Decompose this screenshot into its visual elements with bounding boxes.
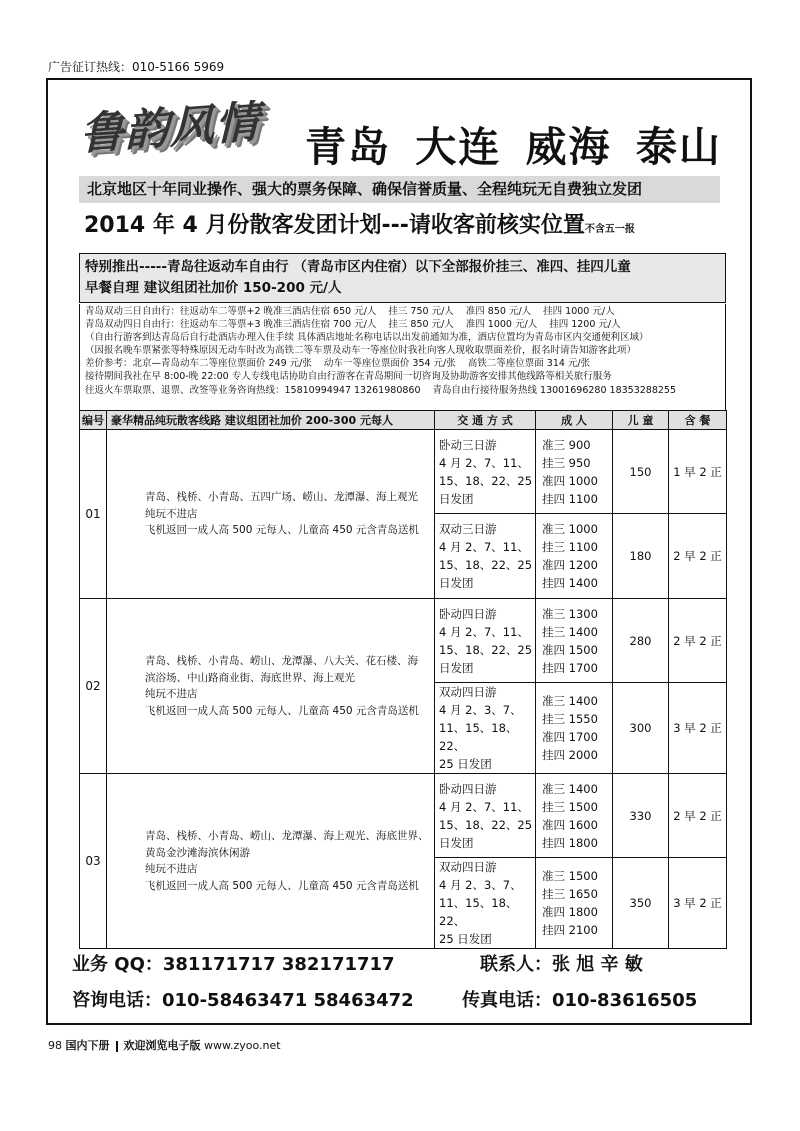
route-line: 黄岛金沙滩海滨休闲游 [145,846,250,859]
tour-table [79,410,727,949]
adult-price: 挂三 1650 [542,887,598,901]
child-price: 150 [613,430,669,514]
adult-price: 挂四 2000 [542,748,598,762]
route-line: 飞机返回一成人高 500 元每人、儿童高 450 元含青岛送机 [145,524,419,537]
transport-line: 双动三日游 [439,522,497,536]
note-line [85,318,720,331]
adult-price: 准三 900 [542,437,591,452]
note-item: 挂四 1000 元/人 [543,306,615,317]
adult-price: 挂三 1400 [542,624,598,639]
note-item: （自由行游客到达青岛后自行赴酒店办理入住手续 具体酒店地址名称电话以出发前通知为准，酒店位置均为青岛市区内交通便利区域） [85,332,649,344]
transport-cell [435,858,536,949]
transport-line: 15、18、22、25 [439,642,533,657]
note-item: 高铁二等座位票面 314 元/张 [467,358,591,370]
column-header: 交 通 方 式 [435,411,536,430]
transport-line: 双动四日游 [439,860,497,874]
adult-price: 挂四 2100 [542,923,598,937]
transport-cell [435,514,536,599]
plan-note: 不含五一报 [584,224,635,235]
special-line-2: 早餐自理 建议组团社加价 150-200 元/人 [85,280,342,296]
section-name: 国内下册 [65,1039,110,1052]
note-item: 挂四 1200 元/人 [549,319,621,331]
note-item: 青岛双动三日自由行：往返动车二等票+2 晚准三酒店住宿 650 元/人 [85,306,377,317]
meals-included: 2 早 2 正 [669,774,727,858]
adult-price: 挂三 1500 [542,799,598,814]
note-line [85,305,720,318]
column-header: 含 餐 [669,411,727,430]
transport-line: 15、18、22、25 [439,817,533,832]
table-row [80,774,727,858]
route-description [107,774,435,949]
note-item: 准四 850 元/人 [465,306,532,317]
child-price: 330 [613,774,669,858]
consult-phone: 咨询电话：010-58463471 58463472 [72,990,414,1011]
plan-title: 2014 年 4 月份散客发团计划---请收客前核实位置不含五一报 [84,213,635,238]
transport-line: 4 月 2、7、11、 [439,540,529,554]
adult-price: 准四 1800 [542,905,598,919]
destinations-title: 青岛 大连 威海 泰山 [305,123,722,171]
adult-price-cell [536,774,613,858]
footer-url: www.zyoo.net [204,1039,281,1052]
transport-line: 日发团 [439,491,474,506]
transport-cell [435,683,536,774]
route-line: 纯玩不进店 [145,863,198,875]
note-line [85,357,720,370]
adult-price: 准三 1400 [542,781,598,796]
meals-included: 3 早 2 正 [669,683,727,774]
adult-price-cell [536,683,613,774]
adult-price-cell [536,599,613,683]
child-price: 300 [613,683,669,774]
route-line: 滨浴场、中山路商业街、海底世界、海上观光 [145,671,355,684]
column-header: 编号 [80,411,107,430]
transport-line: 25 日发团 [439,932,492,946]
page-footer [48,1037,281,1053]
adult-price: 挂四 1800 [542,835,598,850]
note-item: 挂三 750 元/人 [388,306,454,317]
transport-line: 15、18、22、25 [439,473,533,488]
adult-price: 挂三 1100 [542,540,598,554]
note-item: 准四 1000 元/人 [465,319,538,331]
note-item: 差价参考：北京—青岛动车二等座位票面价 249 元/张 [85,358,312,370]
note-item: 挂三 850 元/人 [388,319,454,331]
footer-text: 欢迎浏览电子版 [123,1039,201,1052]
adult-price-cell [536,430,613,514]
note-item: 青岛自由行接待服务热线 13001696280 18353288255 [432,384,677,396]
special-line-1: 特别推出-----青岛往返动车自由行 （青岛市区内住宿）以下全部报价挂三、准四、挂四儿童 [85,259,631,275]
adult-price: 挂四 1100 [542,491,598,506]
table-header-row [80,411,727,430]
page-number: 98 [48,1039,62,1052]
adult-price: 准四 1500 [542,642,598,657]
meals-included: 2 早 2 正 [669,514,727,599]
contact-person: 联系人：张 旭 辛 敏 [480,954,643,975]
route-line: 青岛、栈桥、小青岛、崂山、龙潭瀑、海上观光、海底世界、 [145,830,429,842]
route-line: 纯玩不进店 [145,688,198,700]
note-item: （因报名晚车票紧张等特殊原因无动车时改为高铁二等车票及动车一等座位时我社向客人现收取票面差价，报名时请告知游客此项） [85,345,637,357]
meals-included: 3 早 2 正 [669,858,727,949]
adult-price: 挂四 1700 [542,660,598,675]
column-header: 豪华精品纯玩散客线路 建议组团社加价 200-300 元每人 [107,411,435,430]
ad-hotline: 广告征订热线：010-5166 5969 [48,60,225,74]
transport-line: 4 月 2、7、11、 [439,799,529,814]
transport-line: 日发团 [439,576,474,590]
fax-number: 传真电话：010-83616505 [462,990,698,1011]
table-row [80,599,727,683]
adult-price: 准四 1600 [542,817,598,832]
transport-cell [435,430,536,514]
route-description [107,599,435,774]
adult-price: 挂四 1400 [542,576,598,590]
route-line: 青岛、栈桥、小青岛、崂山、龙潭瀑、八大关、花石楼、海 [145,655,418,667]
transport-line: 11、15、18、22、 [439,896,518,928]
note-item: 青岛双动四日自由行：往返动车二等票+3 晚准三酒店住宿 700 元/人 [85,319,377,331]
child-price: 280 [613,599,669,683]
transport-line: 4 月 2、3、7、 [439,878,522,892]
note-item: 接待期间我社在早 8:00-晚 22:00 专人专线电话协助自由行游客在青岛期间一切咨询及协助游客安排其他线路等相关旅行服务 [85,371,612,383]
child-price: 350 [613,858,669,949]
adult-price: 准三 1300 [542,606,598,621]
route-line: 纯玩不进店 [145,507,198,520]
note-item: 动车一等座位票面价 354 元/张 [323,358,456,370]
tagline-banner: 北京地区十年同业操作、强大的票务保障、确保信誉质量、全程纯玩无自费独立发团 [79,176,720,203]
route-number: 01 [80,430,107,599]
adult-price: 准四 1200 [542,558,598,572]
transport-line: 卧动三日游 [439,437,497,452]
adult-price-cell [536,858,613,949]
adult-price: 准三 1500 [542,869,598,883]
transport-line: 日发团 [439,835,474,850]
adult-price: 准三 1400 [542,694,598,708]
note-item: 往返火车票取票、退票、改签等业务咨询热线：15810994947 13261980860 [85,384,421,396]
notes-block [79,304,726,410]
meals-included: 2 早 2 正 [669,599,727,683]
route-line: 飞机返回一成人高 500 元每人、儿童高 450 元含青岛送机 [145,879,419,892]
transport-line: 4 月 2、7、11、 [439,455,529,470]
route-number: 03 [80,774,107,949]
route-description [107,430,435,599]
transport-line: 卧动四日游 [439,781,497,796]
transport-line: 4 月 2、3、7、 [439,703,522,717]
note-line [85,370,720,383]
brand-logo: 鲁韵风情 [80,96,260,161]
transport-line: 11、15、18、22、 [439,721,518,753]
note-line [85,344,720,357]
route-line: 青岛、栈桥、小青岛、五四广场、崂山、龙潭瀑、海上观光 [145,491,418,504]
transport-line: 日发团 [439,660,474,675]
transport-line: 15、18、22、25 [439,558,533,572]
child-price: 180 [613,514,669,599]
transport-line: 卧动四日游 [439,606,497,621]
transport-line: 双动四日游 [439,685,497,699]
adult-price: 准三 1000 [542,522,598,536]
meals-included: 1 早 2 正 [669,430,727,514]
adult-price: 准四 1700 [542,730,598,744]
special-offer-box [79,253,726,303]
transport-cell [435,599,536,683]
transport-cell [435,774,536,858]
qq-contact: 业务 QQ：381171717 382171717 [72,954,395,975]
adult-price-cell [536,514,613,599]
footer-divider [116,1041,118,1052]
note-line [85,384,720,397]
column-header: 成 人 [536,411,613,430]
route-number: 02 [80,599,107,774]
column-header: 儿 童 [613,411,669,430]
note-line [85,331,720,344]
table-row [80,430,727,514]
transport-line: 25 日发团 [439,757,492,771]
adult-price: 挂三 1550 [542,712,598,726]
adult-price: 挂三 950 [542,455,591,470]
route-line: 飞机返回一成人高 500 元每人、儿童高 450 元含青岛送机 [145,704,419,717]
adult-price: 准四 1000 [542,473,598,488]
transport-line: 4 月 2、7、11、 [439,624,529,639]
